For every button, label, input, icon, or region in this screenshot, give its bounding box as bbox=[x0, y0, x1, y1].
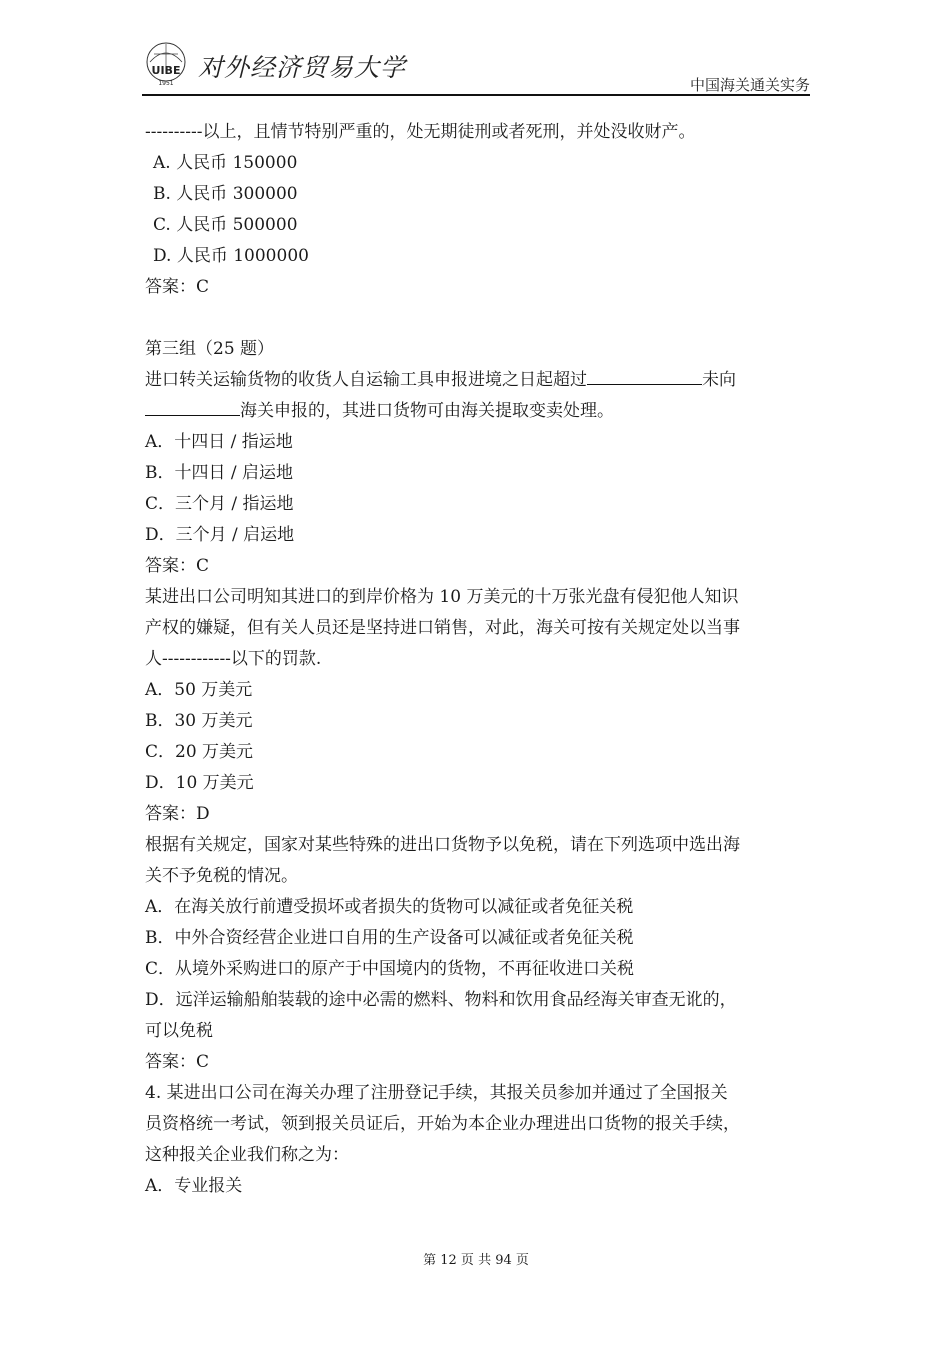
question-stem: 4. 某进出口公司在海关办理了注册登记手续，其报关员参加并通过了全国报关 bbox=[145, 1083, 728, 1103]
fill-blank bbox=[587, 366, 702, 385]
school-name: 对外经济贸易大学 bbox=[198, 53, 407, 82]
course-title: 中国海关通关实务 bbox=[689, 76, 810, 94]
logo-year: 1951 bbox=[158, 80, 174, 87]
answer: 答案：C bbox=[145, 1052, 210, 1072]
option-c: C. 人民币 500000 bbox=[153, 215, 298, 235]
group-title: 第三组（25 题） bbox=[145, 339, 275, 359]
answer: 答案：C bbox=[145, 556, 210, 576]
option-d: D．远洋运输船舶装载的途中必需的燃料、物料和饮用食品经海关审查无讹的， bbox=[145, 990, 737, 1010]
spacer bbox=[145, 303, 812, 334]
stem-text: 海关申报的，其进口货物可由海关提取变卖处理。 bbox=[240, 401, 614, 421]
option-a: A．十四日 / 指运地 bbox=[145, 432, 293, 452]
question-stem bbox=[145, 396, 812, 427]
option-d: D. 人民币 1000000 bbox=[153, 246, 309, 266]
option-b: B. 人民币 300000 bbox=[153, 184, 298, 204]
page-number: 第 12 页 共 94 页 bbox=[423, 1253, 529, 1268]
question-stem: 员资格统一考试，领到报关员证后，开始为本企业办理进出口货物的报关手续， bbox=[145, 1114, 740, 1134]
option-a: A．在海关放行前遭受损坏或者损失的货物可以减征或者免征关税 bbox=[145, 897, 634, 917]
question-stem: 人------------以下的罚款. bbox=[145, 649, 322, 669]
option-a: A．50 万美元 bbox=[145, 680, 253, 700]
stem-text: 进口转关运输货物的收货人自运输工具申报进境之日起超过 bbox=[145, 370, 587, 390]
question-stem: 某进出口公司明知其进口的到岸价格为 10 万美元的十万张光盘有侵犯他人知识 bbox=[145, 587, 739, 607]
answer: 答案：D bbox=[145, 804, 210, 824]
answer: 答案：C bbox=[145, 277, 210, 297]
option-b: B．30 万美元 bbox=[145, 711, 253, 731]
page-content bbox=[145, 117, 812, 1202]
option-d: D．10 万美元 bbox=[145, 773, 254, 793]
option-c: C．从境外采购进口的原产于中国境内的货物，不再征收进口关税 bbox=[145, 959, 635, 979]
option-c: C．20 万美元 bbox=[145, 742, 254, 762]
question-stem bbox=[145, 365, 812, 396]
option-b: B．中外合资经营企业进口自用的生产设备可以减征或者免征关税 bbox=[145, 928, 634, 948]
option-b: B．十四日 / 启运地 bbox=[145, 463, 294, 483]
option-d-continued: 可以免税 bbox=[145, 1021, 213, 1041]
question-stem: 关不予免税的情况。 bbox=[145, 866, 298, 886]
header-divider bbox=[142, 94, 810, 96]
option-a: A. 人民币 150000 bbox=[153, 153, 298, 173]
university-logo-icon bbox=[142, 40, 190, 92]
question-stem: 这种报关企业我们称之为： bbox=[145, 1145, 349, 1165]
question-stem: 产权的嫌疑，但有关人员还是坚持进口销售，对此，海关可按有关规定处以当事 bbox=[145, 618, 740, 638]
option-c: C．三个月 / 指运地 bbox=[145, 494, 294, 514]
stem-text: 未向 bbox=[702, 370, 736, 390]
question-stem: 根据有关规定，国家对某些特殊的进出口货物予以免税，请在下列选项中选出海 bbox=[145, 835, 740, 855]
option-a: A．专业报关 bbox=[145, 1176, 243, 1196]
option-d: D．三个月 / 启运地 bbox=[145, 525, 295, 545]
logo-text: UIBE bbox=[151, 64, 181, 77]
fill-blank bbox=[145, 397, 240, 416]
page-header bbox=[142, 38, 810, 96]
question-stem: ----------以上，且情节特别严重的，处无期徒刑或者死刑，并处没收财产。 bbox=[145, 122, 696, 142]
